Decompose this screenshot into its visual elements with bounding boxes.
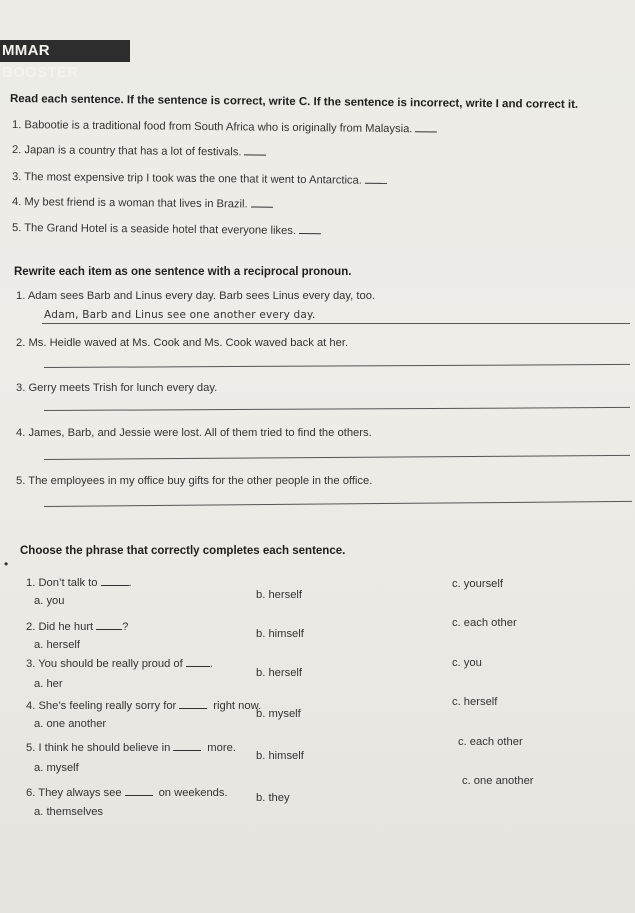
section2-item-4: 4. James, Barb, and Jessie were lost. All of them tried to find the others.: [16, 427, 372, 439]
question-6: [26, 787, 228, 799]
option-c[interactable]: c. herself: [452, 696, 498, 708]
option-a[interactable]: a. her: [34, 678, 63, 690]
question-text: 6. They always see: [26, 787, 122, 799]
option-b[interactable]: b. myself: [256, 708, 301, 720]
answer-blank[interactable]: [96, 628, 122, 630]
question-2: [26, 621, 128, 633]
option-a[interactable]: a. myself: [34, 762, 79, 774]
question-tail: more.: [207, 742, 236, 754]
question-1: [26, 577, 132, 589]
answer-blank[interactable]: [251, 205, 273, 207]
option-b[interactable]: b. himself: [256, 628, 304, 640]
section1-item-3: [12, 171, 387, 187]
option-a[interactable]: a. herself: [34, 639, 81, 651]
section1-item-2: [12, 144, 267, 159]
option-c[interactable]: c. yourself: [452, 578, 503, 590]
option-a[interactable]: a. you: [34, 595, 65, 607]
section1-item-4: [12, 196, 273, 211]
question-tail: .: [209, 658, 213, 670]
answer-blank[interactable]: [179, 707, 207, 709]
option-c[interactable]: c. one another: [462, 775, 534, 787]
section3-instruction: Choose the phrase that correctly completes each sentence.: [20, 545, 346, 557]
question-3: [26, 658, 213, 670]
answer-line-5[interactable]: [44, 501, 632, 507]
question-text: 5. I think he should believe in: [26, 742, 171, 754]
question-4: [26, 700, 261, 712]
option-b[interactable]: b. himself: [256, 750, 304, 762]
answer-blank[interactable]: [173, 749, 201, 751]
item-text: 4. My best friend is a woman that lives in Brazil.: [11, 196, 248, 211]
answer-blank[interactable]: [101, 584, 129, 586]
answer-blank[interactable]: [186, 665, 210, 667]
margin-mark: •: [4, 557, 9, 571]
question-tail: .: [128, 577, 132, 589]
answer-line-4[interactable]: [44, 455, 630, 460]
item-text: 1. Babootie is a traditional food from South Africa who is originally from Malaysia.: [11, 119, 413, 136]
answer-blank[interactable]: [299, 232, 321, 234]
answer-line-3[interactable]: [44, 407, 630, 411]
option-c[interactable]: c. you: [452, 657, 482, 669]
item-text: 2. Japan is a country that has a lot of festivals.: [11, 144, 242, 159]
section1-item-1: [12, 119, 438, 135]
section2-instruction: Rewrite each item as one sentence with a reciprocal pronoun.: [14, 266, 352, 278]
item-text: 5. The Grand Hotel is a seaside hotel that everyone likes.: [11, 222, 297, 237]
section1-item-5: [12, 222, 321, 237]
option-a[interactable]: a. themselves: [34, 806, 104, 818]
option-b[interactable]: b. herself: [256, 589, 303, 601]
question-text: 2. Did he hurt: [26, 621, 94, 633]
answer-blank[interactable]: [415, 130, 437, 132]
section2-item-2: 2. Ms. Heidle waved at Ms. Cook and Ms. Cook waved back at her.: [16, 337, 349, 349]
answer-blank[interactable]: [365, 182, 387, 184]
answer-blank[interactable]: [125, 794, 153, 796]
section1-instruction: Read each sentence. If the sentence is correct, write C. If the sentence is incorrect, write I and correct it.: [9, 93, 579, 111]
item-text: 3. The most expensive trip I took was the one that it went to Antarctica.: [11, 171, 362, 187]
question-text: 4. She’s feeling really sorry for: [26, 700, 177, 712]
answer-line-1[interactable]: [42, 323, 630, 324]
section2-item-3: 3. Gerry meets Trish for lunch every day.: [16, 382, 218, 394]
question-5: [26, 742, 236, 754]
option-c[interactable]: c. each other: [452, 617, 517, 629]
question-text: 1. Don’t talk to: [26, 577, 98, 589]
option-b[interactable]: b. they: [256, 792, 290, 804]
question-tail: on weekends.: [158, 787, 228, 799]
option-c[interactable]: c. each other: [458, 736, 523, 748]
section2-item-1: 1. Adam sees Barb and Linus every day. Barb sees Linus every day, too.: [16, 290, 376, 302]
question-tail: right now.: [213, 700, 262, 712]
section-banner: MMAR BOOSTER: [0, 40, 130, 62]
option-a[interactable]: a. one another: [34, 718, 107, 730]
question-tail: ?: [122, 621, 129, 633]
handwritten-answer: Adam, Barb and Linus see one another every day.: [44, 309, 316, 321]
section2-item-5: 5. The employees in my office buy gifts for the other people in the office.: [16, 475, 373, 487]
answer-blank[interactable]: [244, 153, 266, 155]
option-b[interactable]: b. herself: [256, 667, 303, 679]
question-text: 3. You should be really proud of: [26, 658, 183, 670]
answer-line-2[interactable]: [44, 364, 630, 368]
